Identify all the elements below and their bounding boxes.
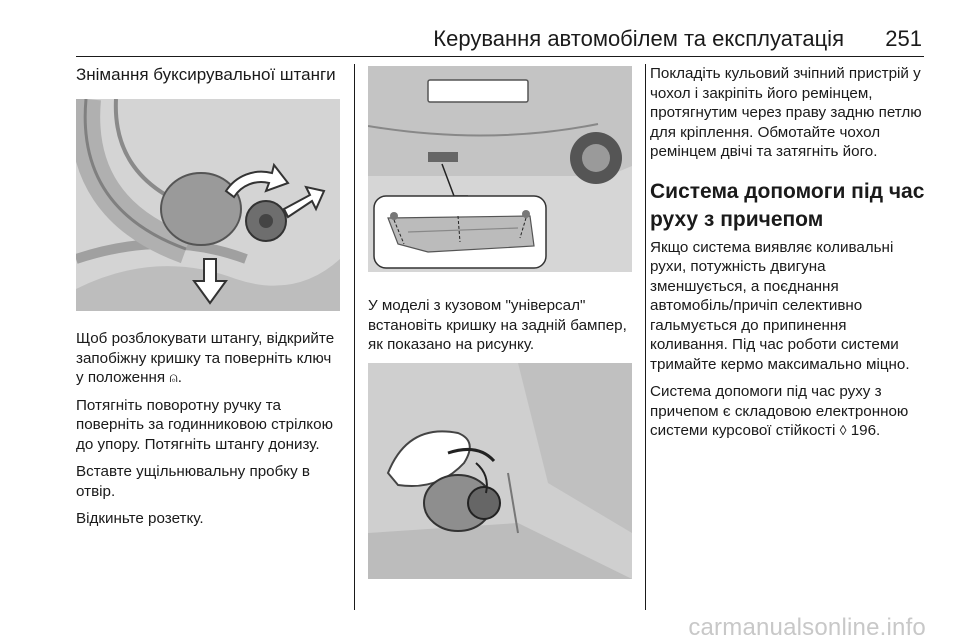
- section-heading-trailer-stability: Система допомоги під час руху з причепом: [650, 179, 925, 231]
- column-3: [650, 64, 926, 449]
- figure-tow-bar-mechanism: [76, 99, 340, 311]
- column-2: [368, 64, 634, 579]
- page-reference-icon: ◊: [839, 422, 847, 438]
- watermark: carmanualsonline.info: [688, 614, 926, 641]
- figure-ball-coupling-stowed: [368, 363, 632, 579]
- column-divider-1: [354, 64, 355, 610]
- header-title: Керування автомобілем та експлуатація: [433, 26, 844, 51]
- header-rule: [76, 56, 924, 57]
- page-reference-link[interactable]: 196.: [850, 422, 881, 439]
- instruction-rotate-knob: Потягніть поворотну ручку та поверніть за годинниковою стрілкою до упору. Потягніть штангу донизу.: [76, 396, 333, 453]
- instruction-fold-socket: Відкиньте розетку.: [76, 510, 204, 527]
- instruction-stow-coupling: Покладіть кульовий зчіпний пристрій у чохол і закріпіть його ремінцем, протягнутим через праву задню петлю для кріплення. Обмотайте чохол ремінцем двічі та затягніть його.: [650, 65, 922, 160]
- instruction-insert-plug: Вставте ущільнювальну пробку в отвір.: [76, 463, 310, 500]
- trailer-stability-reference: Система допомоги під час руху з причепом є складовою електронною системи курсової стійкості ◊ 196.: [650, 383, 909, 439]
- key-position-icon: ⍝: [169, 369, 178, 385]
- page-header: [76, 24, 924, 54]
- figure-bumper-cover: [368, 66, 632, 272]
- instruction-estate-cover: У моделі з кузовом "універсал" встановіть кришку на задній бампер, як показано на рисунку.: [368, 297, 627, 353]
- trailer-stability-description: Якщо система виявляє коливальні рухи, потужність двигуна зменшується, а поєднання автомобіль/причіп селективно гальмується до припинення коливання. Під час роботи системи тримайте кермо максимально міцно.: [650, 238, 910, 373]
- page-number: 251: [885, 26, 922, 51]
- instruction-unlock: Щоб розблокувати штангу, відкрийте запобіжну кришку та поверніть ключ у положення ⍝.: [76, 330, 335, 386]
- column-divider-2: [645, 64, 646, 610]
- column-1: [76, 64, 342, 537]
- section-heading-tow-bar-removal: Знімання буксирувальної штанги: [76, 65, 336, 84]
